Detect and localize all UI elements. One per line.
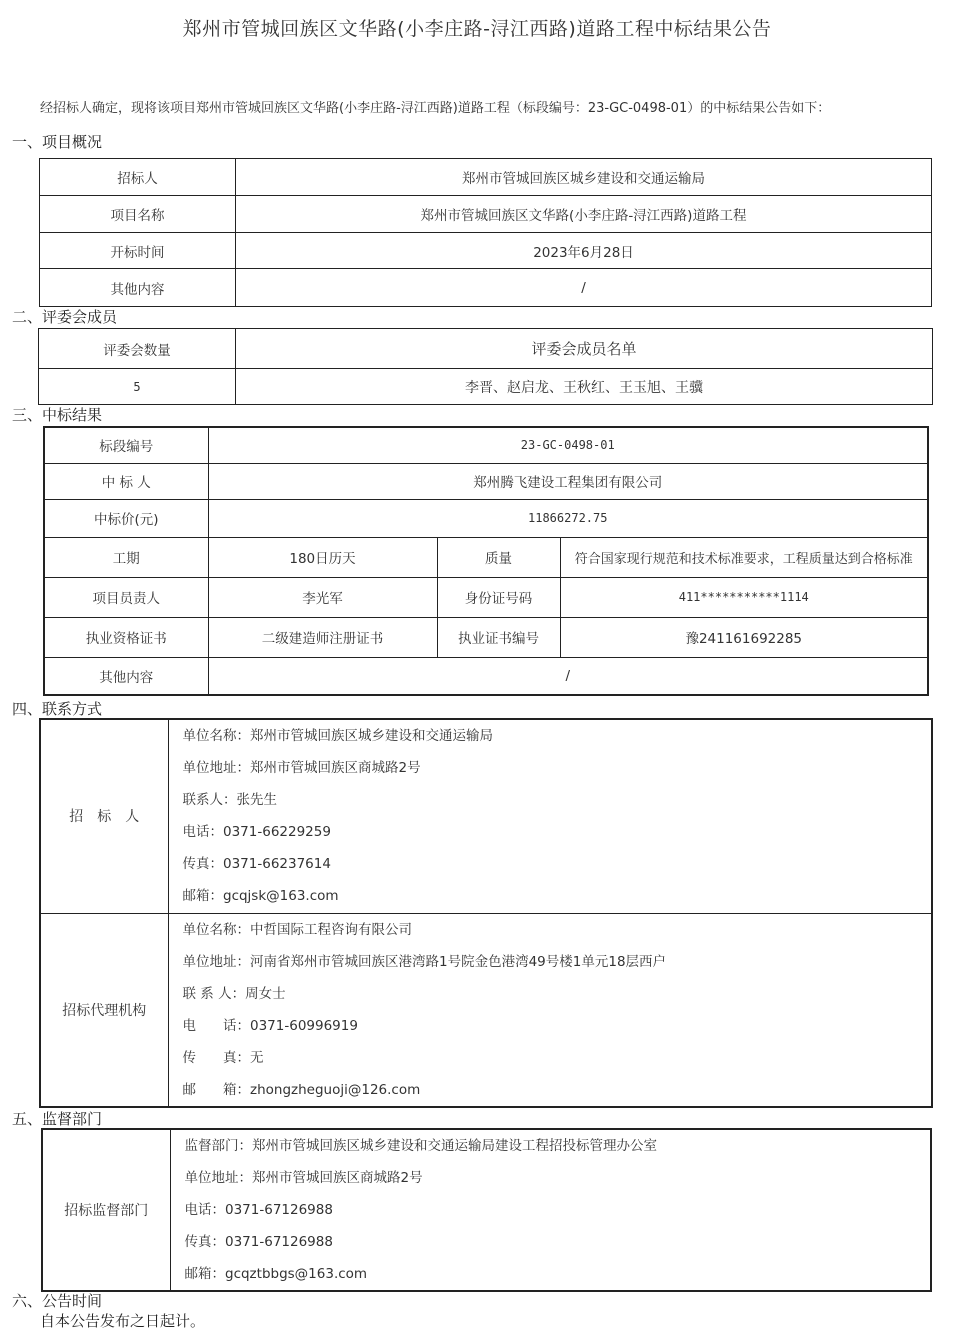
agency-address-line: 单位地址：河南省郑州市管城回族区港湾路1号院金色港湾49号楼1单元18层西户 [182,953,667,970]
section-heading-supervision: 五、监督部门 [12,1110,103,1128]
committee-list-header: 评委会成员名单 [236,329,933,369]
supervision-email-line: 邮箱：gcqztbbgs@163.com [184,1266,368,1282]
tenderer-name-line: 单位名称：郑州市管城回族区城乡建设和交通运输局 [182,728,493,745]
table-row [44,499,928,537]
table-row [40,159,932,196]
agency-info [168,913,932,1107]
tenderer-phone-line: 电话：0371-66229259 [182,824,331,841]
section-heading-contacts: 四、联系方式 [12,700,103,718]
overview-label: 项目名称 [40,196,236,233]
section-heading-announcement: 六、公告时间 [12,1292,103,1310]
tenderer-address-line: 单位地址：郑州市管城回族区商城路2号 [182,760,421,777]
table-row [40,913,932,1107]
table-row [42,1129,931,1291]
result-label: 身份证号码 [437,577,560,617]
overview-label: 开标时间 [40,233,236,269]
result-value: / [208,657,928,695]
overview-table [39,158,932,307]
result-value: 符合国家现行规范和技术标准要求，工程质量达到合格标准 [560,537,928,577]
result-value: 郑州腾飞建设工程集团有限公司 [208,463,928,499]
result-value: 11866272.75 [208,499,928,537]
table-row [40,269,932,307]
table-row [44,577,928,617]
result-value: 23-GC-0498-01 [208,427,928,463]
result-label: 质量 [437,537,560,577]
overview-value: 2023年6月28日 [236,233,932,269]
committee-count: 5 [39,369,236,405]
table-row [39,329,933,369]
result-label: 其他内容 [44,657,208,695]
overview-label: 其他内容 [40,269,236,307]
result-label: 执业证书编号 [437,617,560,657]
announcement-time: 自本公告发布之日起计。 [40,1312,206,1330]
intro-text: 经招标人确定，现将该项目郑州市管城回族区文华路(小李庄路-浔江西路)道路工程（标段编号：23-GC-0498-01）的中标结果公告如下： [40,101,831,116]
result-value: 二级建造师注册证书 [208,617,437,657]
table-row [40,233,932,269]
supervision-label: 招标监督部门 [42,1129,170,1291]
page-title: 郑州市管城回族区文华路(小李庄路-浔江西路)道路工程中标结果公告 [182,18,772,40]
section-heading-result: 三、中标结果 [12,406,103,424]
supervision-address-line: 单位地址：郑州市管城回族区商城路2号 [184,1170,423,1186]
result-label: 工期 [44,537,208,577]
result-value: 豫241161692285 [560,617,928,657]
table-row [44,657,928,695]
tenderer-label: 招 标 人 [40,719,168,913]
table-row [40,719,932,913]
agency-email-line: 邮 箱：zhongzheguoji@126.com [182,1081,421,1098]
supervision-fax-line: 传真：0371-67126988 [184,1234,333,1250]
result-label: 项目员责人 [44,577,208,617]
supervision-dept-line: 监督部门：郑州市管城回族区城乡建设和交通运输局建设工程招投标管理办公室 [184,1138,657,1154]
tenderer-fax-line: 传真：0371-66237614 [182,856,331,873]
overview-label: 招标人 [40,159,236,196]
overview-value: / [236,269,932,307]
agency-fax-line: 传 真：无 [182,1049,264,1066]
result-label: 标段编号 [44,427,208,463]
table-row [44,537,928,577]
supervision-table [41,1128,932,1292]
tenderer-contact-line: 联系人：张先生 [182,792,277,809]
supervision-phone-line: 电话：0371-67126988 [184,1202,333,1218]
table-row [44,427,928,463]
result-value: 411***********1114 [560,577,928,617]
result-table [43,426,929,696]
contacts-table [39,718,933,1108]
committee-count-header: 评委会数量 [39,329,236,369]
table-row [44,617,928,657]
agency-name-line: 单位名称：中哲国际工程咨询有限公司 [182,921,412,938]
overview-value: 郑州市管城回族区文华路(小李庄路-浔江西路)道路工程 [236,196,932,233]
result-value: 李光军 [208,577,437,617]
committee-table [38,328,933,405]
result-label: 中 标 人 [44,463,208,499]
table-row [39,369,933,405]
supervision-info [170,1129,931,1291]
agency-contact-line: 联 系 人：周女士 [182,985,286,1002]
overview-value: 郑州市管城回族区城乡建设和交通运输局 [236,159,932,196]
table-row [40,196,932,233]
section-heading-overview: 一、项目概况 [12,133,103,151]
tenderer-email-line: 邮箱：gcqjsk@163.com [182,888,339,905]
table-row [44,463,928,499]
section-heading-committee: 二、评委会成员 [12,308,118,326]
result-label: 执业资格证书 [44,617,208,657]
result-value: 180日历天 [208,537,437,577]
tenderer-info [168,719,932,913]
result-label: 中标价(元) [44,499,208,537]
committee-members: 李晋、赵启龙、王秋红、王玉旭、王骥 [236,369,933,405]
agency-label: 招标代理机构 [40,913,168,1107]
agency-phone-line: 电 话：0371-60996919 [182,1017,358,1034]
